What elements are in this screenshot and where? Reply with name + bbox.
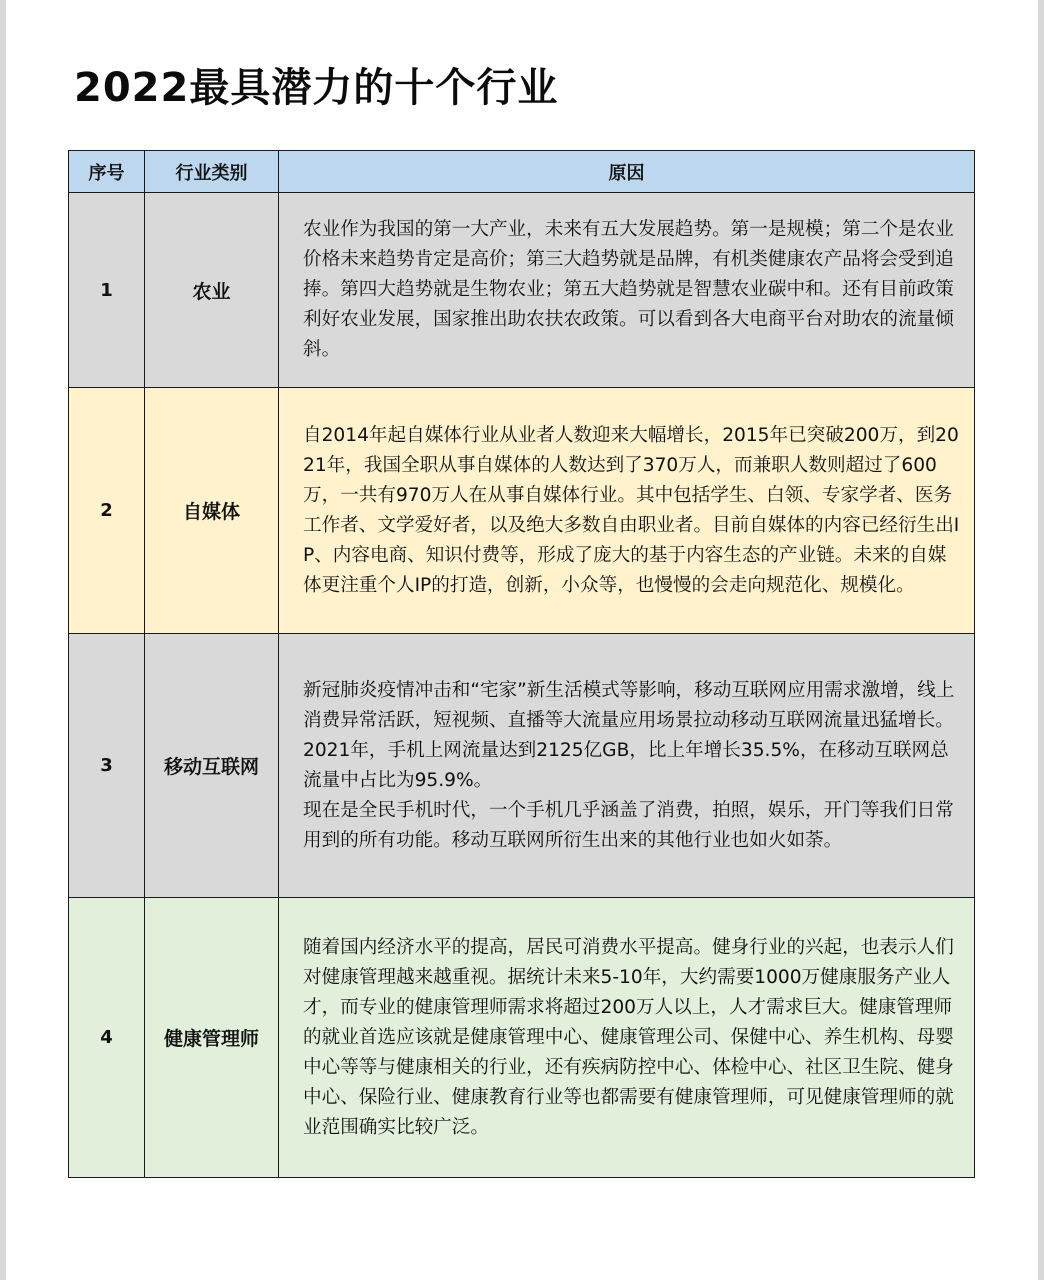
row-reason [279,388,975,634]
table-row [69,634,975,898]
header-category: 行业类别 [145,151,279,193]
industry-table [68,150,975,1178]
page-title: 2022最具潜力的十个行业 [74,65,559,111]
row-category: 移动互联网 [145,634,279,898]
row-index: 4 [69,898,145,1178]
row-category: 农业 [145,193,279,388]
row-index: 2 [69,388,145,634]
row-index: 3 [69,634,145,898]
row-category: 健康管理师 [145,898,279,1178]
header-index: 序号 [69,151,145,193]
row-category: 自媒体 [145,388,279,634]
table-header-row [69,151,975,193]
table-row [69,898,975,1178]
reason-text: 农业作为我国的第一大产业，未来有五大发展趋势。第一是规模；第二个是农业价格未来趋势肯定是高价；第三大趋势就是品牌，有机类健康农产品将会受到追捧。第四大趋势就是生物农业；第五大趋势就是智慧农业碳中和。还有目前政策利好农业发展，国家推出助农扶农政策。可以看到各大电商平台对助农的流量倾斜。 [303,219,954,360]
table-row [69,193,975,388]
reason-text: 随着国内经济水平的提高，居民可消费水平提高。健身行业的兴起，也表示人们对健康管理越来越重视。据统计未来5-10年，大约需要1000万健康服务产业人才，而专业的健康管理师需求将超过200万人以上，人才需求巨大。健康管理师的就业首选应该就是健康管理中心、健康管理公司、保健中心、养生机构、母婴中心等等与健康相关的行业，还有疾病防控中心、体检中心、社区卫生院、健身中心、保险行业、健康教育行业等也都需要有健康管理师，可见健康管理师的就业范围确实比较广泛。 [303,936,954,1138]
row-reason [279,634,975,898]
table-row [69,388,975,634]
header-reason: 原因 [279,151,975,193]
row-index: 1 [69,193,145,388]
reason-text: 新冠肺炎疫情冲击和“宅家”新生活模式等影响，移动互联网应用需求激增，线上消费异常活跃，短视频、直播等大流量应用场景拉动移动互联网流量迅猛增长。2021年，手机上网流量达到2125亿GB，比上年增长35.5%，在移动互联网总流量中占比为95.9%。 [303,679,955,791]
reason-text-extra: 现在是全民手机时代，一个手机几乎涵盖了消费，拍照，娱乐，开门等我们日常用到的所有功能。移动互联网所衍生出来的其他行业也如火如荼。 [303,799,954,851]
row-reason [279,898,975,1178]
row-reason [279,193,975,388]
reason-text: 自2014年起自媒体行业从业者人数迎来大幅增长，2015年已突破200万，到2021年，我国全职从事自媒体的人数达到了370万人，而兼职人数则超过了600万，一共有970万人在从事自媒体行业。其中包括学生、白领、专家学者、医务工作者、文学爱好者，以及绝大多数自由职业者。目前自媒体的内容已经衍生出IP、内容电商、知识付费等，形成了庞大的基于内容生态的产业链。未来的自媒体更注重个人IP的打造，创新，小众等，也慢慢的会走向规范化、规模化。 [303,424,960,596]
